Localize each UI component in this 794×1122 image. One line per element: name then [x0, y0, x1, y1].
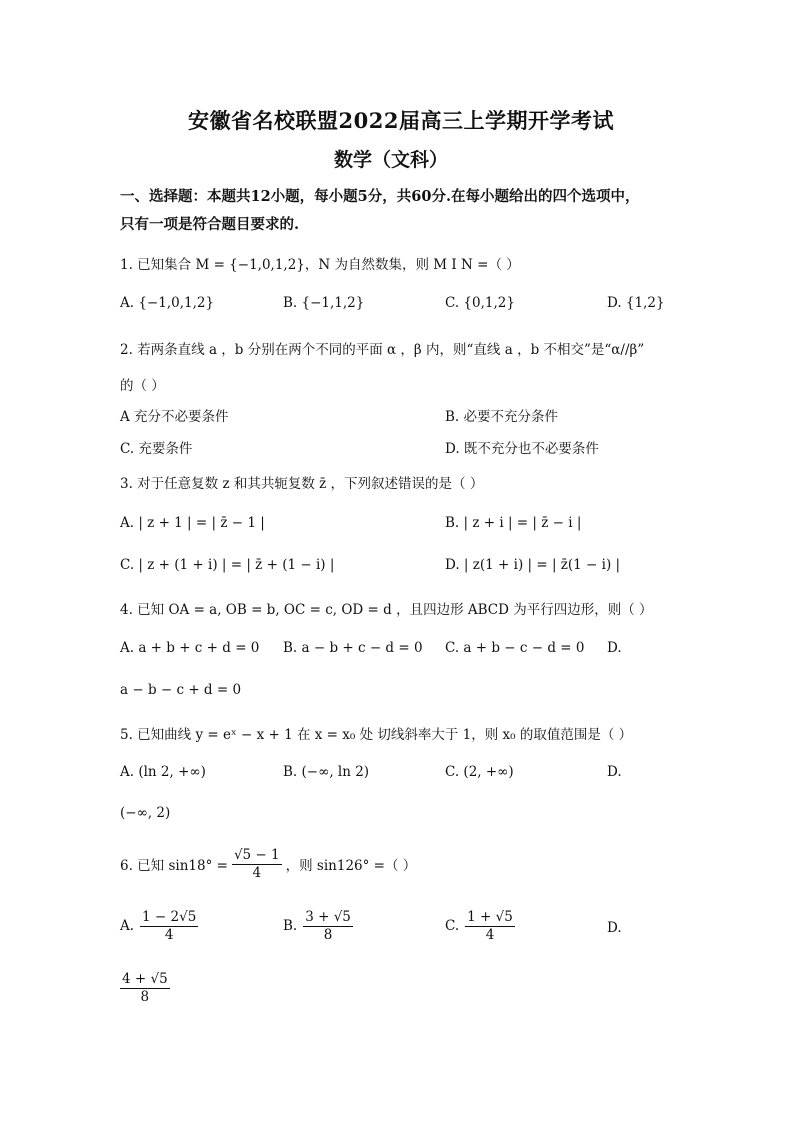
q6-option-c-denominator: 4 [485, 926, 495, 943]
q4-option-a: A. a + b + c + d = 0 [120, 640, 260, 656]
q1-option-d: D. {1,2} [607, 295, 665, 311]
exam-subtitle: 数学（文科） [334, 149, 449, 171]
q2-option-d: D. 既不充分也不必要条件 [445, 441, 599, 457]
q6-option-c [445, 910, 515, 943]
q6-stem-prefix: 6. 已知 sin18° = [120, 858, 228, 875]
section-heading-line2: 只有一项是符合题目要求的. [120, 216, 300, 233]
q6-option-b-numerator: 3 + √5 [305, 909, 351, 925]
q5-option-d-label: D. [607, 764, 622, 780]
q6-given-denominator: 4 [252, 864, 262, 881]
q6-stem [120, 848, 416, 881]
q5-option-a: A. (ln 2, +∞) [120, 764, 206, 780]
exam-title: 安徽省名校联盟2022届高三上学期开学考试 [188, 108, 614, 133]
q6-given-fraction [232, 848, 282, 881]
q6-option-d-fraction [120, 972, 170, 1005]
q2-option-c: C. 充要条件 [120, 441, 193, 457]
q6-option-d [120, 972, 170, 1005]
q6-option-c-fraction [465, 910, 515, 943]
q6-option-b [283, 910, 353, 943]
q5-option-c: C. (2, +∞) [445, 764, 514, 780]
q6-given-numerator: √5 − 1 [233, 847, 280, 863]
q4-option-d: a − b − c + d = 0 [120, 682, 242, 698]
q6-option-c-label: C. [445, 918, 460, 935]
q6-option-d-denominator: 8 [140, 988, 150, 1005]
q3-option-d: D. | z(1 + i) | = | z̄(1 − i) | [445, 557, 621, 573]
q5-option-b: B. (−∞, ln 2) [283, 764, 370, 780]
q5-stem: 5. 已知曲线 y = eˣ − x + 1 在 x = x₀ 处 切线斜率大于 1，则 x₀ 的取值范围是（ ） [120, 727, 633, 743]
q1-stem: 1. 已知集合 M = {−1,0,1,2}，N 为自然数集，则 M I N =（ ） [120, 257, 520, 273]
q6-option-d-numerator: 4 + √5 [122, 971, 168, 987]
q2-stem-line1: 2. 若两条直线 a ，b 分别在两个不同的平面 α ，β 内，则“直线 a ，b 不相交”是“α//β” [120, 342, 645, 358]
q6-option-b-label: B. [283, 918, 298, 935]
q3-option-a: A. | z + 1 | = | z̄ − 1 | [120, 515, 265, 531]
q3-option-c: C. | z + (1 + i) | = | z̄ + (1 − i) | [120, 557, 335, 573]
q4-option-d-label: D. [607, 640, 622, 656]
q2-stem-line2: 的（ ） [120, 378, 165, 394]
q2-option-b: B. 必要不充分条件 [445, 409, 559, 425]
q2-option-a: A 充分不必要条件 [120, 409, 229, 425]
q5-option-d: (−∞, 2) [120, 805, 171, 821]
q6-option-a [120, 910, 198, 943]
q6-option-a-label: A. [120, 918, 135, 935]
q6-option-d-label: D. [607, 920, 622, 936]
q1-option-b: B. {−1,1,2} [283, 295, 365, 311]
q6-option-a-fraction [140, 910, 198, 943]
q6-option-b-fraction [303, 910, 353, 943]
q4-stem: 4. 已知 OA = a, OB = b, OC = c, OD = d ，且四边形 ABCD 为平行四边形，则（ ） [120, 602, 653, 618]
q3-option-b: B. | z + i | = | z̄ − i | [445, 515, 582, 531]
q6-stem-suffix: ，则 sin126° =（ ） [285, 858, 417, 875]
q4-option-b: B. a − b + c − d = 0 [283, 640, 423, 656]
q4-option-c: C. a + b − c − d = 0 [445, 640, 585, 656]
q6-option-a-numerator: 1 − 2√5 [142, 909, 197, 925]
q6-option-a-denominator: 4 [164, 926, 174, 943]
q1-option-a: A. {−1,0,1,2} [120, 295, 215, 311]
section-heading-line1: 一、选择题：本题共12小题，每小题5分，共60分.在每小题给出的四个选项中， [120, 188, 640, 205]
q1-option-c: C. {0,1,2} [445, 295, 515, 311]
q6-option-c-numerator: 1 + √5 [467, 909, 513, 925]
q6-option-b-denominator: 8 [323, 926, 333, 943]
q3-stem: 3. 对于任意复数 z 和其共轭复数 z̄ ，下列叙述错误的是（ ） [120, 476, 484, 492]
